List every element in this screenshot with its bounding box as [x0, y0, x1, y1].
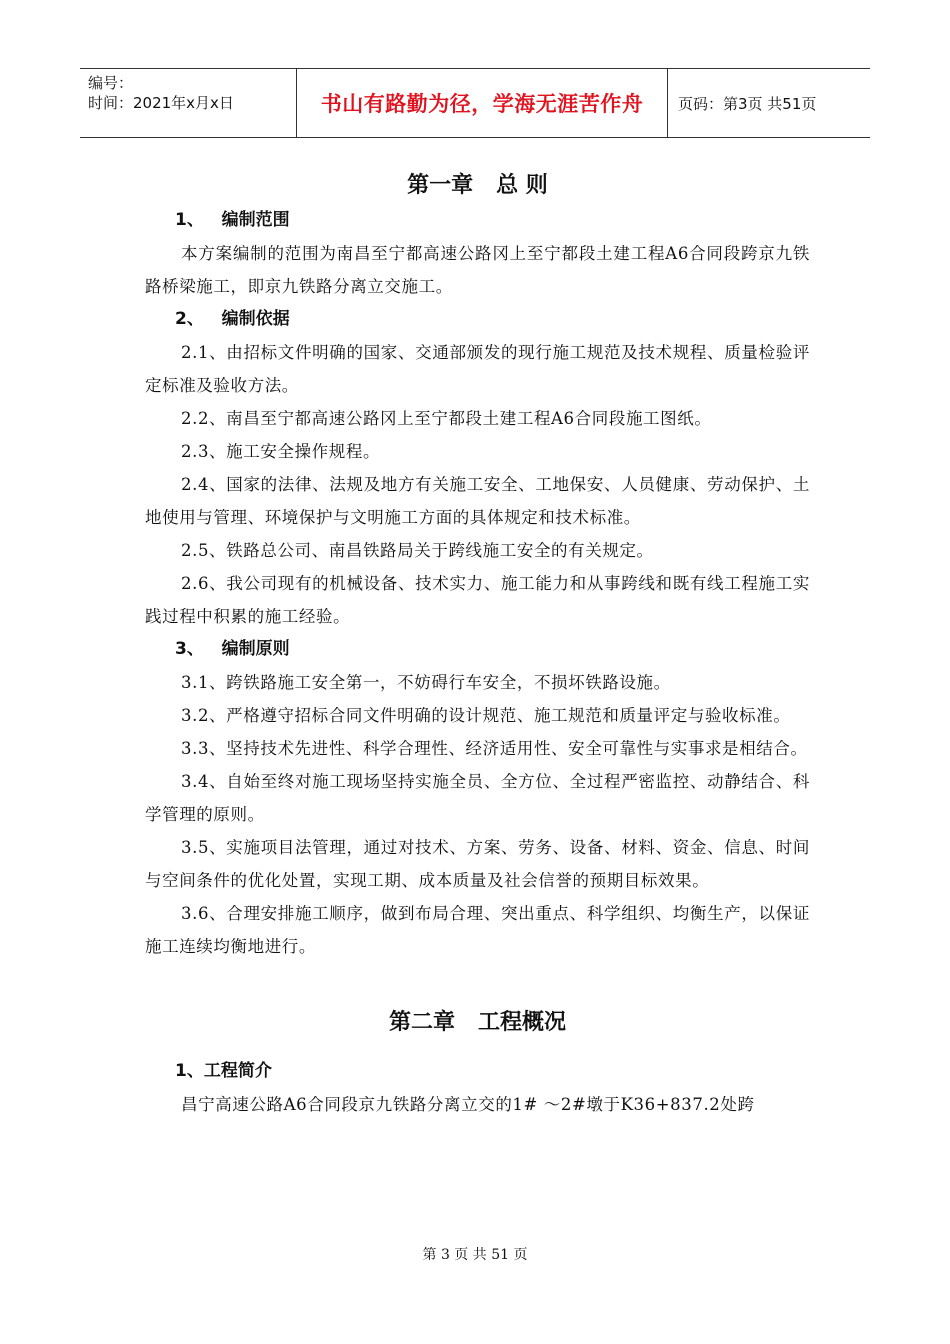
paragraph: 2.2、南昌至宁都高速公路冈上至宁都段土建工程A6合同段施工图纸。 — [181, 409, 712, 428]
paragraph: 昌宁高速公路A6合同段京九铁路分离立交的1# ～2#墩于K36+837.2处跨 — [181, 1095, 755, 1114]
number-label: 编号： — [88, 74, 134, 92]
paragraph: 2.5、铁路总公司、南昌铁路局关于跨线施工安全的有关规定。 — [181, 541, 654, 560]
time-label: 时间：2021年x月x日 — [88, 94, 234, 112]
document-body — [145, 168, 810, 1121]
page-footer: 第 3 页 共 51 页 — [422, 1247, 528, 1263]
paragraph: 2.3、施工安全操作规程。 — [181, 442, 381, 461]
paragraph: 2.6、我公司现有的机械设备、技术实力、施工能力和从事跨线和既有线工程施工实践过程中积累的施工经验。 — [145, 574, 810, 626]
header-motto: 书山有路勤为径，学海无涯苦作舟 — [296, 69, 668, 137]
paragraph: 2.1、由招标文件明确的国家、交通部颁发的现行施工规范及技术规程、质量检验评定标准及验收方法。 — [145, 343, 810, 395]
section-2-1-title: 1、工程简介 — [175, 1061, 272, 1081]
paragraph: 3.5、实施项目法管理，通过对技术、方案、劳务、设备、材料、资金、信息、时间与空间条件的优化处置，实现工期、成本质量及社会信誉的预期目标效果。 — [145, 838, 810, 890]
page-header — [80, 68, 870, 138]
section-1-3-title: 3、 编制原则 — [175, 639, 290, 659]
paragraph: 本方案编制的范围为南昌至宁都高速公路冈上至宁都段土建工程A6合同段跨京九铁路桥梁施工，即京九铁路分离立交施工。 — [145, 244, 810, 296]
paragraph: 3.1、跨铁路施工安全第一，不妨碍行车安全，不损坏铁路设施。 — [181, 673, 671, 692]
section-1-2-title: 2、 编制依据 — [175, 309, 290, 329]
paragraph: 3.6、合理安排施工顺序，做到布局合理、突出重点、科学组织、均衡生产，以保证施工连续均衡地进行。 — [145, 904, 810, 956]
paragraph: 3.4、自始至终对施工现场坚持实施全员、全方位、全过程严密监控、动静结合、科学管理的原则。 — [145, 772, 810, 824]
paragraph: 3.3、坚持技术先进性、科学合理性、经济适用性、安全可靠性与实事求是相结合。 — [181, 739, 808, 758]
paragraph: 2.4、国家的法律、法规及地方有关施工安全、工地保安、人员健康、劳动保护、土地使用与管理、环境保护与文明施工方面的具体规定和技术标准。 — [145, 475, 810, 527]
chapter-2-title: 第二章 工程概况 — [389, 1010, 566, 1035]
chapter-1-title: 第一章 总 则 — [407, 173, 548, 198]
section-1-1-title: 1、 编制范围 — [175, 210, 290, 230]
paragraph: 3.2、严格遵守招标合同文件明确的设计规范、施工规范和质量评定与验收标准。 — [181, 706, 791, 725]
header-meta — [80, 69, 296, 137]
header-page-info: 页码：第3页 共51页 — [678, 94, 817, 113]
